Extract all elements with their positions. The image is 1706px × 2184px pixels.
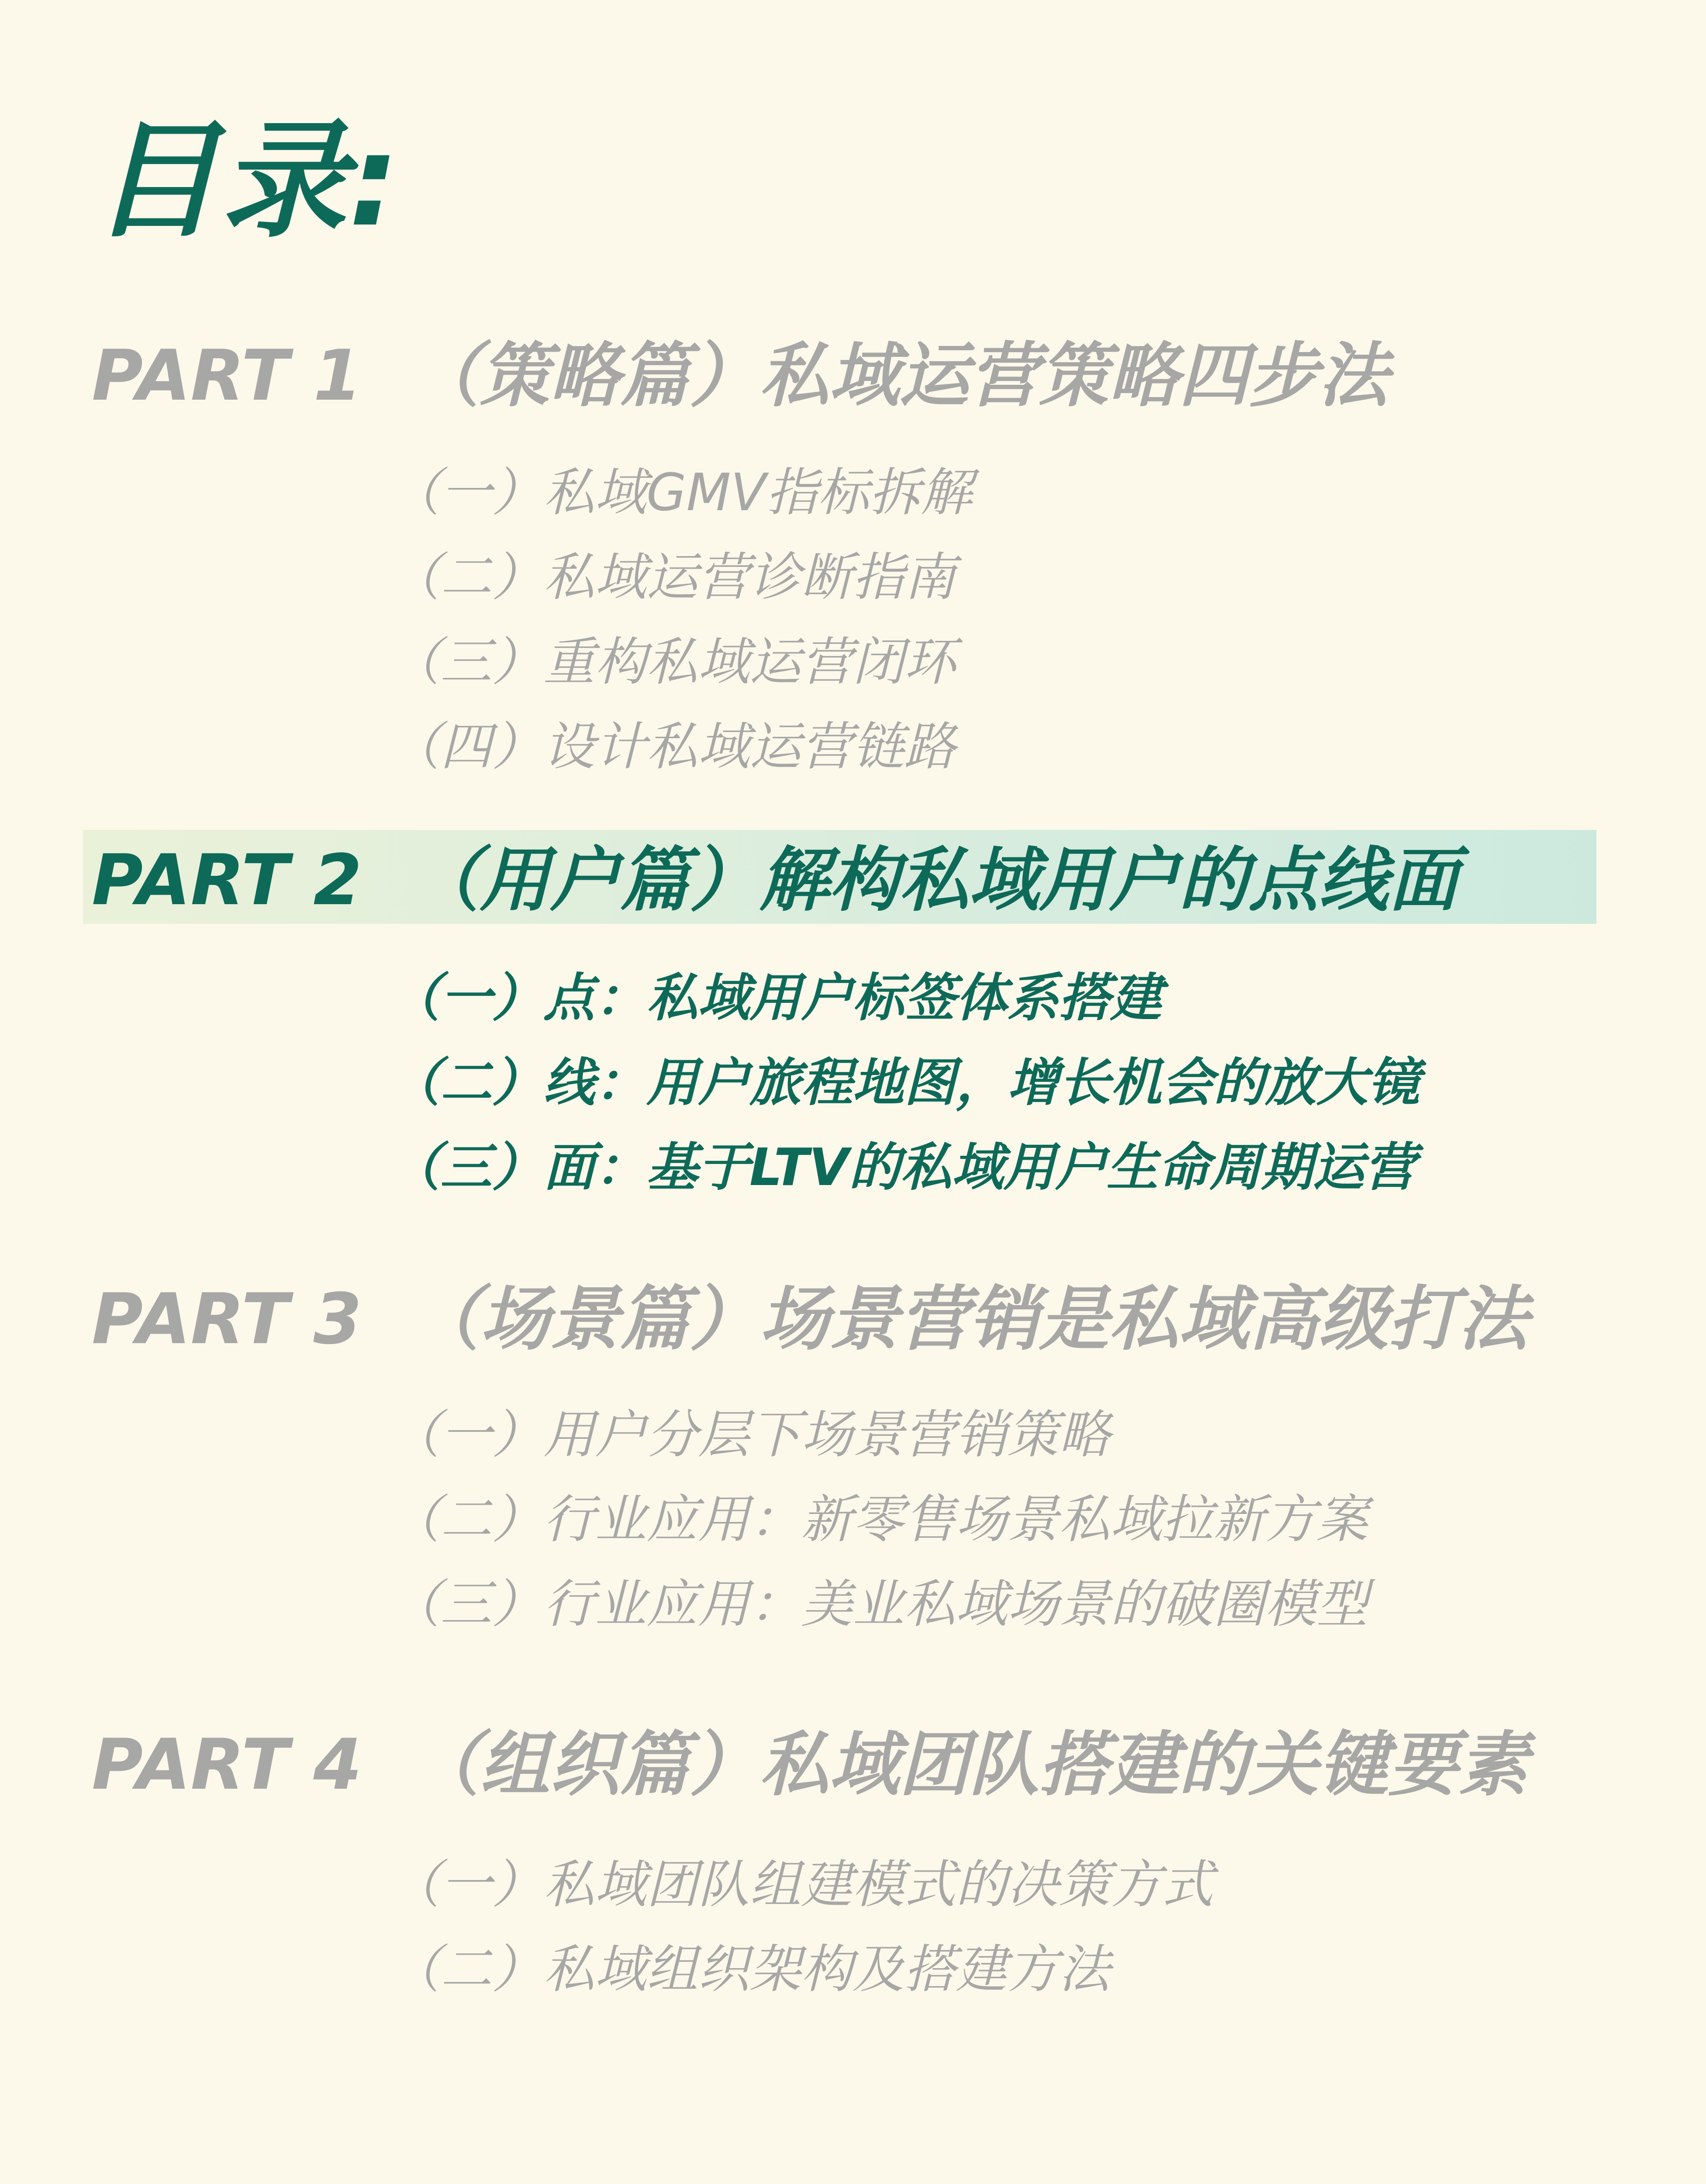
part-1-item-2: （二）私域运营诊断指南 xyxy=(389,547,956,607)
part-2-item-1: （一）点：私域用户标签体系搭建 xyxy=(389,968,1162,1028)
part-2-item-3: （三）面：基于LTV的私域用户生命周期运营 xyxy=(389,1137,1416,1197)
part-2-heading xyxy=(92,839,1458,921)
part-1-title: （策略篇）私域运营策略四步法 xyxy=(410,335,1388,416)
part-3-item-1: （一）用户分层下场景营销策略 xyxy=(389,1404,1111,1465)
part-4-heading xyxy=(92,1724,1528,1805)
part-3-item-2: （二）行业应用：新零售场景私域拉新方案 xyxy=(389,1489,1368,1549)
part-1-item-1: （一）私域GMV指标拆解 xyxy=(389,462,972,522)
part-3-heading xyxy=(92,1278,1528,1360)
part-1-heading xyxy=(92,335,1388,416)
part-4-item-1: （一）私域团队组建模式的决策方式 xyxy=(389,1854,1214,1914)
part-4-title: （组织篇）私域团队搭建的关键要素 xyxy=(410,1724,1528,1805)
part-2-title: （用户篇）解构私域用户的点线面 xyxy=(410,839,1458,921)
page-title: 目录: xyxy=(92,107,401,255)
part-4-label: PART 4 xyxy=(92,1724,362,1805)
part-2-item-2: （二）线：用户旅程地图，增长机会的放大镜 xyxy=(389,1052,1420,1113)
part-1-item-3: （三）重构私域运营闭环 xyxy=(389,632,956,692)
part-1-label: PART 1 xyxy=(92,335,362,416)
part-3-label: PART 3 xyxy=(92,1278,362,1360)
part-2-label: PART 2 xyxy=(92,839,362,921)
part-3-title: （场景篇）场景营销是私域高级打法 xyxy=(410,1278,1528,1360)
part-4-item-2: （二）私域组织架构及搭建方法 xyxy=(389,1939,1111,1999)
part-1-item-4: （四）设计私域运营链路 xyxy=(389,716,956,777)
part-3-item-3: （三）行业应用：美业私域场景的破圈模型 xyxy=(389,1574,1368,1634)
